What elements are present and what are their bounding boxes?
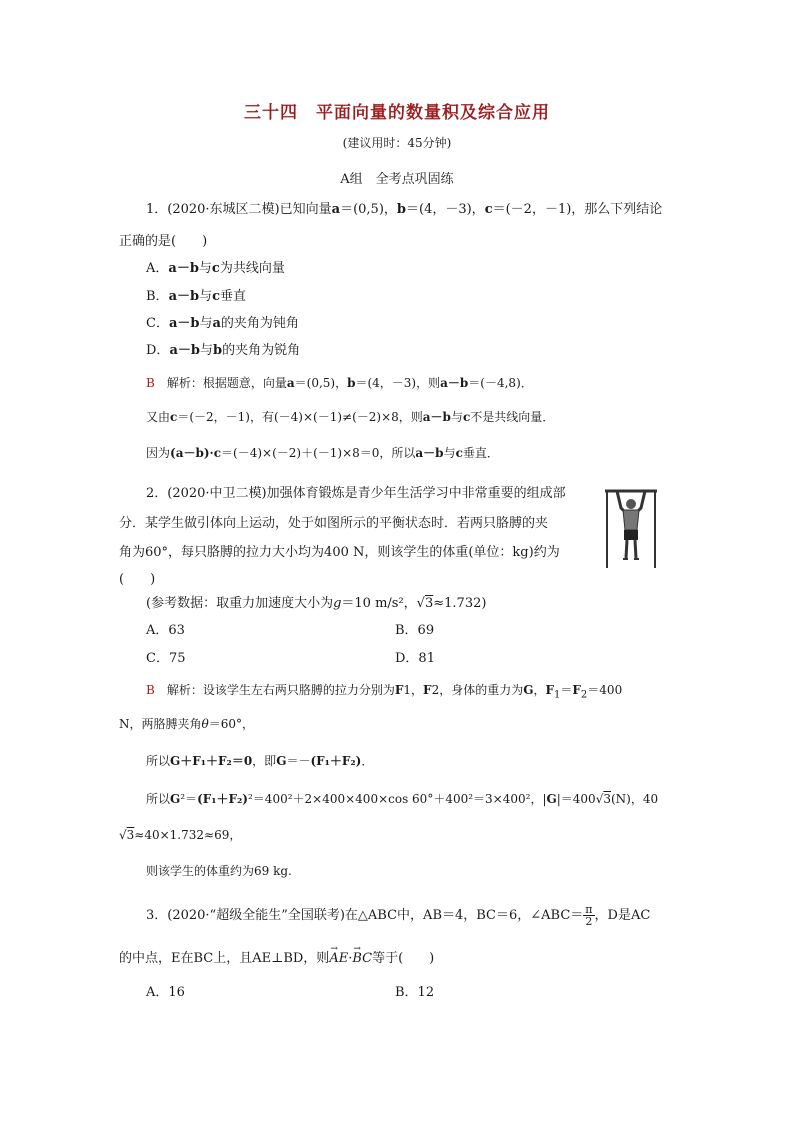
q1-option-d: D．a－b与b的夹角为锐角 [146, 343, 301, 358]
q1-answer: B [146, 376, 155, 390]
q3-stem-line1: 3．(2020·“超级全能生”全国联考)在△ABC中，AB＝4，BC＝6，∠ABC＝ $\frac{\pi}{2}$ ，D是AC [146, 903, 651, 928]
q1-solution-line3: 因为(a－b)·c＝(－4)×(－2)＋(－1)×8＝0，所以a－b与c垂直． [146, 446, 499, 460]
q2-stem-line3: 角为60°，每只胳膊的拉力大小均为400 N，则该学生的体重(单位：kg)约为 [119, 545, 560, 560]
q3-option-a: A．16 [146, 985, 185, 1000]
q2-option-d: D．81 [395, 651, 435, 666]
q1-stem-line2: 正确的是( ) [119, 234, 208, 249]
pi-over-2-fraction: $\frac{\pi}{2}$ [585, 903, 593, 928]
q1-option-b: B．a－b与c垂直 [146, 289, 247, 304]
vector-bc: → BC [352, 950, 372, 968]
group-heading: A组 全考点巩固练 [340, 172, 454, 187]
q1-stem-line1: 1．(2020·东城区二模)已知向量a＝(0,5)，b＝(4，－3)，c＝(－2，－1)，那么下列结论 [146, 202, 663, 217]
q2-solution-line2: N，两胳膊夹角θ＝60°， [119, 717, 255, 731]
q1-solution-line2: 又由c＝(－2，－1)，有(－4)×(－1)≠(－2)×8，则a－b与c不是共线向量． [146, 410, 555, 424]
q2-option-a: A．63 [146, 623, 185, 638]
q3-stem-line2: 的中点，E在BC上，且AE⊥BD，则→ AE·→ BC等于( ) [119, 950, 434, 968]
q2-stem-line4: ( ) [119, 572, 156, 587]
q2-solution-line6: 则该学生的体重约为69 kg. [146, 864, 292, 878]
q2-option-b: B．69 [395, 623, 435, 638]
q2-reference-data: (参考数据：取重力加速度大小为g＝10 m/s²，√3≈1.732) [146, 596, 487, 611]
vector-ae: → AE [329, 950, 348, 968]
page-title: 三十四 平面向量的数量积及综合应用 [244, 103, 550, 123]
q1-solution-line1: B 解析：根据题意，向量a＝(0,5)，b＝(4，－3)，则a－b＝(－4,8)． [146, 376, 533, 390]
q2-solution-line5: √3≈40×1.732≈69， [119, 828, 242, 842]
q3-option-b: B．12 [395, 985, 435, 1000]
q2-solution-line3: 所以G＋F₁＋F₂＝0，即G＝－(F₁＋F₂)． [146, 754, 374, 768]
q2-stem-line2: 分．某学生做引体向上运动，处于如图所示的平衡状态时．若两只胳膊的夹 [119, 516, 549, 531]
q1-option-c: C．a－b与a的夹角为钝角 [146, 316, 299, 331]
time-note: (建议用时：45分钟) [342, 136, 452, 150]
pull-up-student-illustration [603, 486, 659, 568]
q1-option-a: A．a－b与c为共线向量 [146, 261, 285, 276]
q2-solution-line4: 所以G²＝(F₁＋F₂)²＝400²＋2×400×400×cos 60°＋400²＝3×400²，|G|＝400√3(N)，40 [146, 792, 659, 806]
q2-option-c: C．75 [146, 651, 186, 666]
q2-answer: B [146, 683, 155, 697]
q2-solution-line1: B 解析：设该学生左右两只胳膊的拉力分别为F1，F2，身体的重力为G，$F_1=F_2=400$ [146, 683, 623, 701]
q2-stem-line1: 2．(2020·中卫二模)加强体育锻炼是青少年生活学习中非常重要的组成部 [146, 486, 566, 501]
